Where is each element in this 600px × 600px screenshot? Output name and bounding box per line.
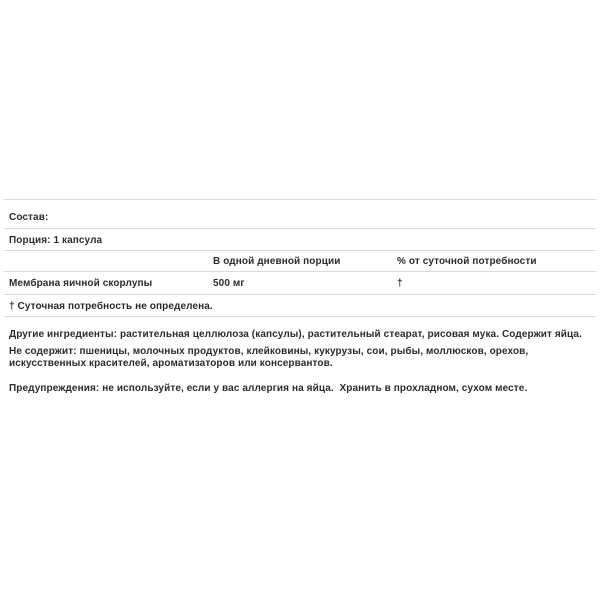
column-header-ingredient	[4, 256, 208, 268]
ingredient-daily-value: †	[397, 278, 403, 289]
other-ingredients-text: Другие ингредиенты: растительная целлюлоза (капсулы), растительный стеарат, рисовая мука. Содержит яйца.	[9, 329, 582, 340]
table-header-row	[4, 250, 596, 271]
label-paragraphs	[4, 329, 596, 395]
allergen-free-text: Не содержит: пшеницы, молочных продуктов, клейковины, кукурузы, сои, рыбы, моллюсков, орехов, искусственных красителей, ароматизаторов или консервантов.	[9, 346, 532, 369]
supplement-label	[4, 199, 596, 395]
serving-size-row	[4, 228, 596, 250]
column-header-percent-daily-value: % от суточной потребности	[397, 256, 537, 267]
table-row	[4, 271, 596, 294]
supplement-facts-table	[4, 199, 596, 317]
composition-heading: Состав:	[9, 212, 49, 223]
composition-heading-row	[4, 199, 596, 228]
ingredient-name: Мембрана яичной скорлупы	[9, 278, 153, 289]
warnings-text: Предупреждения: не используйте, если у вас аллергия на яйца. Хранить в прохладном, сухом месте.	[9, 383, 528, 394]
serving-size: Порция: 1 капсула	[9, 235, 103, 246]
column-header-amount-per-serving: В одной дневной порции	[213, 256, 341, 267]
daily-value-footnote-row	[4, 294, 596, 316]
ingredient-amount: 500 мг	[213, 278, 245, 289]
daily-value-footnote: † Суточная потребность не определена.	[9, 301, 213, 312]
